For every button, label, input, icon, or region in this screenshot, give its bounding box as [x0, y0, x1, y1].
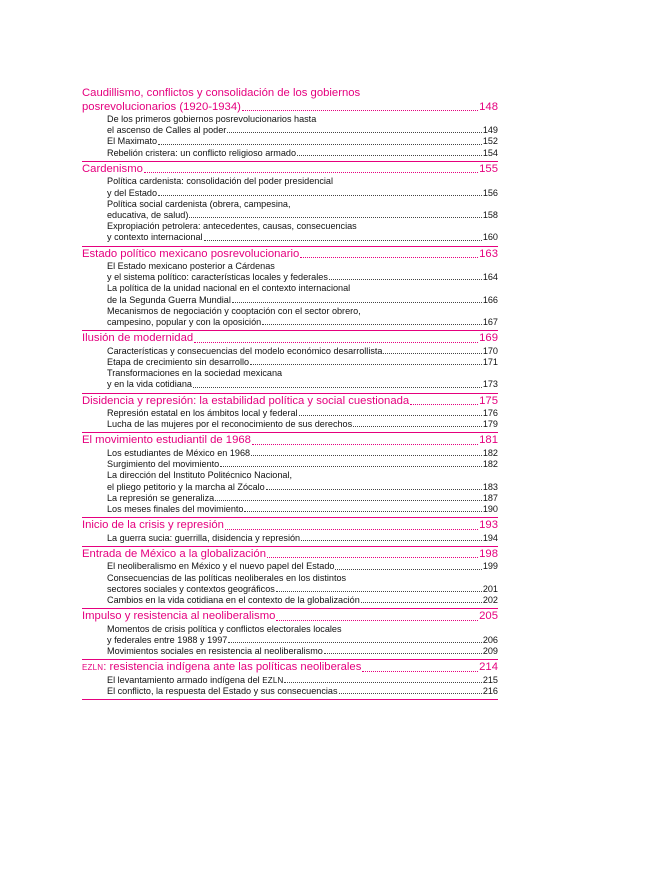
subsection-entry[interactable]: [107, 686, 498, 697]
subsection-page-number: 160: [482, 232, 498, 243]
subsection-title: [107, 493, 214, 504]
subsection-title: [107, 317, 261, 328]
chapter-title-text: posrevolucionarios (1920-1934): [82, 100, 241, 113]
chapter-page-number: 198: [479, 547, 498, 560]
subsection-title-text: El levantamiento armado indígena del: [107, 674, 260, 685]
toc-chapter: [82, 87, 498, 162]
subsection-page-number: 201: [482, 583, 498, 594]
subsection-page-number: 202: [482, 595, 498, 605]
subsection-page-number: 156: [482, 187, 498, 198]
dot-leader: [267, 557, 478, 558]
subsection-title: [107, 272, 328, 283]
subsection-title-text: Rebelión cristera: un conflicto religioso armado: [107, 147, 297, 158]
chapter-entry[interactable]: [82, 248, 498, 262]
subsection-page-number: 176: [482, 408, 498, 419]
dot-leader: [300, 257, 478, 258]
subsection-title-text: de la Segunda Guerra Mundial: [107, 294, 231, 305]
dot-leader: [225, 529, 478, 530]
subsection-title-text: y federales entre 1988 y 1997: [107, 634, 228, 645]
subsection-title-text: el ascenso de Calles al poder: [107, 125, 227, 136]
chapter-title: [82, 101, 241, 115]
subsection-title: Política cardenista: consolidación del poder presidencial: [107, 176, 333, 187]
chapter-title: [82, 395, 409, 409]
subsection-page-number: 171: [482, 356, 498, 367]
subsection-title: Expropiación petrolera: antecedentes, causas, consecuencias: [107, 221, 357, 232]
subsection-title-text: Etapa de crecimiento sin desarrollo: [107, 356, 250, 367]
subsection-title-text: Surgimiento del movimiento: [107, 459, 220, 470]
dot-leader: [228, 642, 481, 643]
chapter-title: [82, 332, 193, 346]
dot-leader: [158, 195, 482, 196]
subsection-title: [107, 448, 250, 459]
subsection-page-number: 215: [482, 674, 498, 685]
dot-leader: [193, 387, 482, 388]
table-of-contents: [82, 87, 498, 701]
subsection-page-number: 173: [482, 379, 498, 390]
subsection-list: [82, 261, 498, 328]
subsection-entry[interactable]: [107, 482, 498, 493]
subsection-entry[interactable]: [107, 210, 498, 221]
subsection-title-text: y del Estado: [107, 187, 158, 198]
subsection-title: [107, 125, 226, 136]
subsection-entry[interactable]: [107, 295, 498, 306]
subsection-title-text: El Maximato: [107, 136, 158, 147]
subsection-title: Política social cardenista (obrera, campesina,: [107, 198, 291, 209]
dot-leader: [335, 569, 481, 570]
subsection-entry[interactable]: [107, 357, 498, 368]
dot-leader: [276, 591, 482, 592]
subsection-entry[interactable]: [107, 419, 498, 430]
subsection-page-number: 182: [482, 459, 498, 470]
subsection-entry[interactable]: [107, 125, 498, 136]
dot-leader: [252, 444, 478, 445]
dot-leader: [189, 217, 481, 218]
subsection-title-text: Lucha de las mujeres por el reconocimiento de sus derechos: [107, 419, 353, 430]
chapter-title: [82, 548, 266, 562]
dot-leader: [242, 110, 478, 111]
subsection-title-text: sectores sociales y contextos geográficos: [107, 583, 275, 594]
subsection-title: De los primeros gobiernos posrevolucionarios hasta: [107, 114, 317, 124]
subsection-page-number: 194: [482, 532, 498, 543]
subsection-entry[interactable]: [107, 533, 498, 544]
subsection-title-text: Movimientos sociales en resistencia al neoliberalismo: [107, 646, 323, 657]
chapter-title: [82, 163, 143, 177]
dot-leader: [284, 682, 481, 683]
chapter-title-text: Impulso y resistencia al neoliberalismo: [82, 610, 276, 623]
subsection-title: Consecuencias de las políticas neoliberales en los distintos: [107, 572, 347, 583]
dot-leader: [232, 302, 482, 303]
subsection-list: [82, 624, 498, 658]
subsection-list: [82, 114, 498, 159]
subsection-list: [82, 561, 498, 606]
subsection-entry[interactable]: [107, 635, 498, 646]
subsection-title: [107, 675, 283, 686]
subsection-list: [82, 675, 498, 697]
chapter-page-number: 169: [479, 332, 498, 345]
subsection-title: [107, 357, 249, 368]
chapter-page-number: 181: [479, 434, 498, 447]
chapter-page-number: 163: [479, 247, 498, 260]
toc-chapter: [82, 434, 498, 518]
dot-leader: [353, 426, 482, 427]
subsection-title: Mecanismos de negociación y cooptación con el sector obrero,: [107, 305, 361, 316]
chapter-title-text: Inicio de la crisis y represión: [82, 519, 224, 532]
subsection-title-text: La represión se generaliza: [107, 492, 215, 503]
chapter-title: [82, 661, 361, 675]
toc-chapter: [82, 163, 498, 247]
toc-chapter: [82, 332, 498, 393]
subsection-entry[interactable]: [107, 584, 498, 595]
toc-chapter: [82, 661, 498, 700]
subsection-title: [107, 295, 231, 306]
chapter-title-text: El movimiento estudiantil de 1968: [82, 434, 251, 447]
subsection-entry[interactable]: [107, 459, 498, 470]
subsection-list: [82, 448, 498, 515]
chapter-entry[interactable]: [82, 101, 498, 115]
subsection-title-text: El neoliberalismo en México y el nuevo papel del Estado: [107, 561, 335, 572]
dot-leader: [324, 653, 482, 654]
subsection-page-number: 206: [482, 634, 498, 645]
dot-leader: [301, 540, 482, 541]
subsection-title-text: el pliego petitorio y la marcha al Zócalo: [107, 481, 265, 492]
subsection-entry[interactable]: [107, 317, 498, 328]
dot-leader: [297, 155, 482, 156]
dot-leader: [262, 324, 482, 325]
toc-chapter: [82, 395, 498, 434]
chapter-page-number: 175: [479, 394, 498, 407]
subsection-title-text: y en la vida cotidiana: [107, 379, 192, 390]
subsection-page-number: 190: [482, 503, 498, 514]
subsection-title: [107, 346, 382, 357]
subsection-title-text: Los meses finales del movimiento: [107, 503, 244, 514]
chapter-title-text: Disidencia y represión: la estabilidad política y social cuestionada: [82, 394, 410, 407]
dot-leader: [383, 353, 481, 354]
subsection-title: El Estado mexicano posterior a Cárdenas: [107, 261, 275, 272]
subsection-title-text: Los estudiantes de México en 1968: [107, 447, 251, 458]
subsection-title-text: y el sistema político: características locales y federales: [107, 272, 328, 283]
subsection-title-text: campesino, popular y con la oposición: [107, 317, 262, 328]
subsection-title: [107, 533, 300, 544]
subsection-title: [107, 232, 203, 243]
subsection-entry[interactable]: [107, 136, 498, 147]
subsection-page-number: 170: [482, 345, 498, 356]
chapter-page-number: 205: [479, 610, 498, 623]
subsection-entry[interactable]: [107, 232, 498, 243]
subsection-entry[interactable]: [107, 646, 498, 657]
subsection-entry[interactable]: [107, 561, 498, 572]
subsection-entry[interactable]: [107, 675, 498, 686]
subsection-page-number: 149: [482, 125, 498, 136]
subsection-title: [107, 459, 219, 470]
dot-leader: [339, 693, 482, 694]
subsection-list: [82, 533, 498, 544]
dot-leader: [144, 172, 478, 173]
subsection-title: [107, 561, 334, 572]
subsection-entry[interactable]: [107, 188, 498, 199]
subsection-title: [107, 635, 227, 646]
toc-chapter: [82, 248, 498, 332]
subsection-title-text: Represión estatal en los ámbitos local y federal: [107, 408, 298, 419]
subsection-title: La dirección del Instituto Politécnico Nacional,: [107, 470, 293, 481]
chapter-title: [82, 519, 224, 533]
chapter-entry[interactable]: [82, 610, 498, 624]
dot-leader: [362, 671, 478, 672]
subsection-title: La política de la unidad nacional en el contexto internacional: [107, 283, 351, 294]
subsection-title-text: Características y consecuencias del modelo económico desarrollista: [107, 345, 383, 356]
subsection-title: [107, 686, 338, 697]
chapter-title-text: Entrada de México a la globalización: [82, 547, 266, 560]
subsection-title-text: La guerra sucia: guerrilla, disidencia y represión: [107, 532, 301, 543]
dot-leader: [227, 132, 482, 133]
subsection-page-number: 183: [482, 481, 498, 492]
subsection-page-number: 179: [482, 419, 498, 430]
chapter-entry[interactable]: [82, 519, 498, 533]
chapter-page-number: 193: [479, 519, 498, 532]
chapter-title-text: Cardenismo: [82, 162, 143, 175]
dot-leader: [220, 466, 482, 467]
subsection-title: Transformaciones en la sociedad mexicana: [107, 368, 283, 379]
subsection-entry[interactable]: [107, 504, 498, 515]
subsection-title: [107, 595, 360, 606]
chapter-title: [82, 434, 251, 448]
subsection-entry[interactable]: [107, 272, 498, 283]
subsection-title: [107, 419, 352, 430]
chapter-entry[interactable]: [82, 163, 498, 177]
chapter-entry[interactable]: [82, 332, 498, 346]
subsection-page-number: 199: [482, 561, 498, 572]
chapter-entry[interactable]: [82, 395, 498, 409]
subsection-page-number: 154: [482, 147, 498, 158]
subsection-entry[interactable]: [107, 448, 498, 459]
chapter-page-number: 155: [479, 162, 498, 175]
subsection-title: [107, 482, 265, 493]
subsection-page-number: 167: [482, 317, 498, 328]
subsection-title: [107, 188, 157, 199]
subsection-title-text: educativa, de salud): [107, 209, 189, 220]
toc-chapter: [82, 610, 498, 660]
subsection-title: [107, 210, 188, 221]
chapter-entry[interactable]: [82, 434, 498, 448]
chapter-title-text: : resistencia indígena ante las políticas neoliberales: [103, 661, 362, 674]
subsection-title: [107, 646, 323, 657]
subsection-title: [107, 504, 243, 515]
subsection-title: Momentos de crisis política y conflictos electorales locales: [107, 623, 342, 634]
subsection-title: [107, 148, 296, 159]
subsection-title: [107, 136, 157, 147]
subsection-list: [82, 176, 498, 243]
subsection-entry[interactable]: [107, 346, 498, 357]
subsection-title: [107, 408, 298, 419]
dot-leader: [251, 455, 482, 456]
subsection-page-number: 209: [482, 646, 498, 657]
subsection-page-number: 158: [482, 209, 498, 220]
dot-leader: [250, 364, 482, 365]
subsection-entry[interactable]: [107, 595, 498, 606]
dot-leader: [361, 602, 482, 603]
chapter-title-abbrev: EZLN: [82, 663, 104, 673]
dot-leader: [266, 489, 482, 490]
chapter-title: Caudillismo, conflictos y consolidación de los gobiernos: [82, 87, 361, 99]
chapter-entry[interactable]: [82, 661, 498, 675]
subsection-entry[interactable]: [107, 379, 498, 390]
toc-chapter: [82, 519, 498, 547]
subsection-page-number: 187: [482, 492, 498, 503]
dot-leader: [244, 511, 481, 512]
subsection-list: [82, 346, 498, 391]
subsection-entry[interactable]: [107, 493, 498, 504]
chapter-title-text: Estado político mexicano posrevolucionario: [82, 247, 300, 260]
chapter-page-number: 148: [479, 100, 498, 113]
subsection-entry[interactable]: [107, 408, 498, 419]
subsection-entry[interactable]: [107, 148, 498, 159]
subsection-page-number: 216: [482, 686, 498, 697]
chapter-page-number: 214: [479, 661, 498, 674]
subsection-title-text: El conflicto, la respuesta del Estado y sus consecuencias: [107, 686, 338, 697]
dot-leader: [329, 279, 482, 280]
subsection-title-text: Cambios en la vida cotidiana en el contexto de la globalización: [107, 595, 360, 605]
dot-leader: [204, 240, 482, 241]
subsection-title-abbrev: EZLN: [262, 675, 284, 685]
dot-leader: [215, 500, 482, 501]
chapter-entry[interactable]: [82, 548, 498, 562]
subsection-title: [107, 584, 275, 595]
dot-leader: [194, 342, 478, 343]
dot-leader: [410, 404, 478, 405]
toc-chapter: [82, 548, 498, 609]
subsection-title-text: y contexto internacional: [107, 232, 203, 243]
chapter-title-text: Ilusión de modernidad: [82, 332, 194, 345]
dot-leader: [276, 620, 478, 621]
dot-leader: [158, 144, 482, 145]
dot-leader: [299, 415, 482, 416]
subsection-page-number: 166: [482, 294, 498, 305]
subsection-title: [107, 379, 192, 390]
chapter-title: [82, 248, 299, 262]
subsection-page-number: 182: [482, 447, 498, 458]
chapter-title: [82, 610, 275, 624]
subsection-page-number: 152: [482, 136, 498, 147]
subsection-list: [82, 408, 498, 430]
subsection-page-number: 164: [482, 272, 498, 283]
